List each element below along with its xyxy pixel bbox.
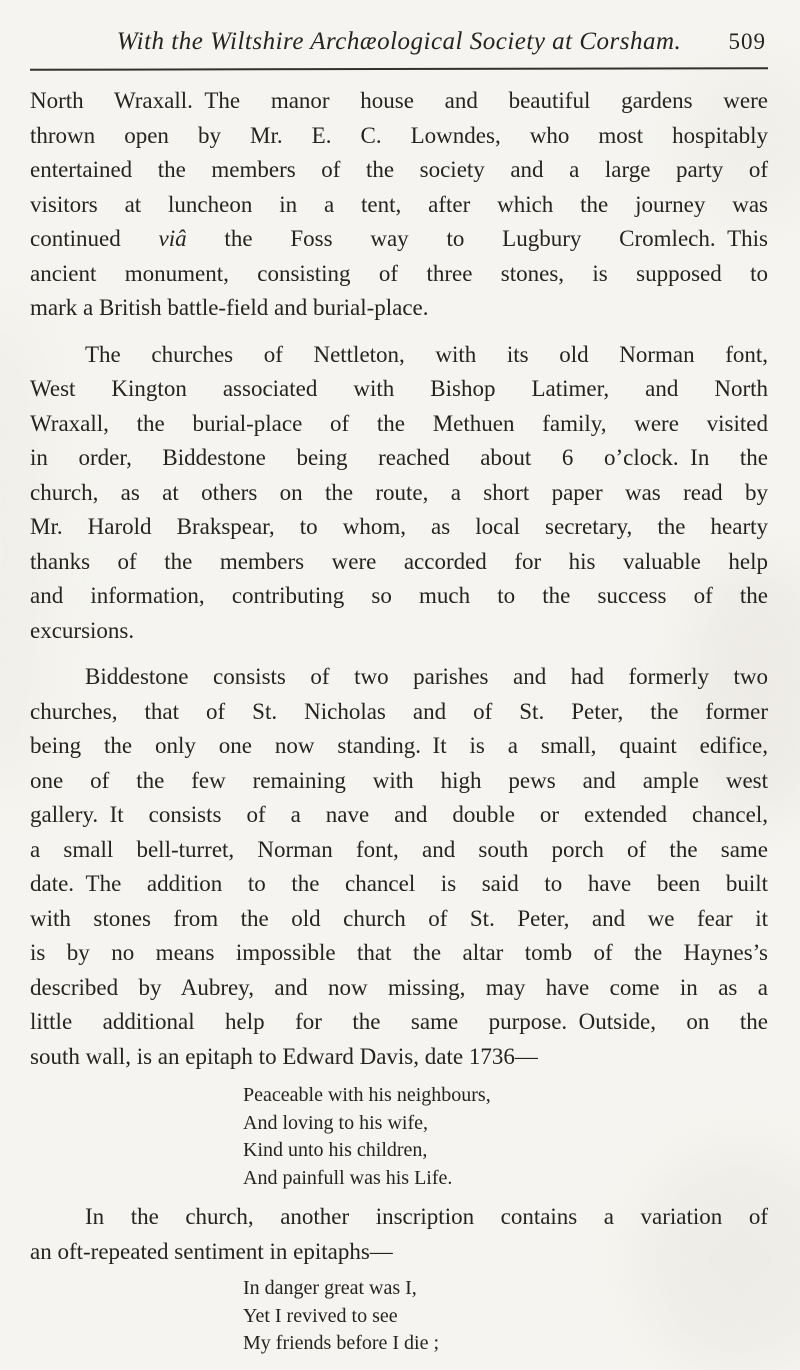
paragraph-1 (30, 84, 768, 326)
verse-line: Peaceable with his neighbours, (243, 1084, 491, 1106)
text-line: little additional help for the same purpose. Outside, on the (30, 1009, 768, 1034)
text-segment: the Foss way to Lugbury Cromlech. This (186, 226, 769, 251)
epitaph-verse-1 (243, 1082, 768, 1192)
verse-line: And painfull was his Life. (243, 1166, 453, 1189)
text-line: date. The addition to the chancel is said to have been built (30, 871, 768, 896)
running-header (30, 24, 768, 60)
text-line: one of the few remaining with high pews and ample west (30, 767, 768, 793)
verse-line: Kind unto his children, (243, 1139, 428, 1161)
text-line: being the only one now standing. It is a small, quaint edifice, (30, 733, 768, 758)
epitaph-verse-2 (243, 1275, 768, 1358)
text-segment: continued (30, 226, 159, 251)
verse-line: Yet I revived to see (243, 1304, 398, 1327)
text-line: churches, that of St. Nicholas and of St. Peter, the former (30, 698, 768, 724)
text-line: gallery. It consists of a nave and double or extended chancel, (30, 802, 768, 827)
header-rule (30, 67, 768, 71)
verse-line: And loving to his wife, (243, 1111, 428, 1134)
text-line: North Wraxall. The manor house and beautiful gardens were (30, 88, 768, 113)
paragraph-3 (30, 660, 768, 1074)
text-line: and information, contributing so much to the success of the (30, 583, 768, 608)
text-line: Biddestone consists of two parishes and had formerly two (85, 664, 768, 689)
page-number: 509 (728, 29, 766, 54)
text-line: West Kington associated with Bishop Latimer, and North (30, 376, 768, 401)
text-line: thanks of the members were accorded for his valuable help (30, 548, 768, 574)
text-line: ancient monument, consisting of three stones, is supposed to (30, 260, 768, 286)
text-line: entertained the members of the society and a large party of (30, 157, 768, 182)
text-line: an oft-repeated sentiment in epitaphs— (30, 1238, 393, 1264)
text-segment-italic: viâ (158, 226, 187, 251)
text-line: thrown open by Mr. E. C. Lowndes, who most hospitably (30, 122, 768, 148)
text-line: with stones from the old church of St. Peter, and we fear it (30, 905, 768, 931)
text-line: is by no means impossible that the altar tomb of the Haynes’s (30, 940, 768, 965)
text-line: mark a British battle-field and burial-place. (30, 295, 429, 320)
text-line: excursions. (30, 617, 135, 643)
text-line: south wall, is an epitaph to Edward Davis, date 1736— (30, 1043, 538, 1069)
verse-line: My friends before I die ; (243, 1332, 440, 1354)
text-line: visitors at luncheon in a tent, after which the journey was (30, 191, 768, 217)
text-line: a small bell-turret, Norman font, and south porch of the same (30, 836, 768, 862)
text-line: in order, Biddestone being reached about 6 o’clock. In the (30, 445, 768, 470)
text-line: church, as at others on the route, a short paper was read by (30, 479, 768, 505)
header-title: With the Wiltshire Archæological Society at Corsham. (116, 28, 682, 55)
text-line: Wraxall, the burial-place of the Methuen family, were visited (30, 410, 768, 436)
text-line: The churches of Nettleton, with its old Norman font, (85, 341, 768, 367)
text-line (30, 222, 768, 257)
text-line: In the church, another inscription contains a variation of (85, 1204, 768, 1229)
text-line: Mr. Harold Brakspear, to whom, as local secretary, the hearty (30, 514, 768, 539)
text-line: described by Aubrey, and now missing, may have come in as a (30, 974, 768, 1000)
paragraph-4 (30, 1200, 768, 1269)
verse-line: In danger great was I, (243, 1277, 417, 1299)
paragraph-2 (30, 338, 768, 649)
